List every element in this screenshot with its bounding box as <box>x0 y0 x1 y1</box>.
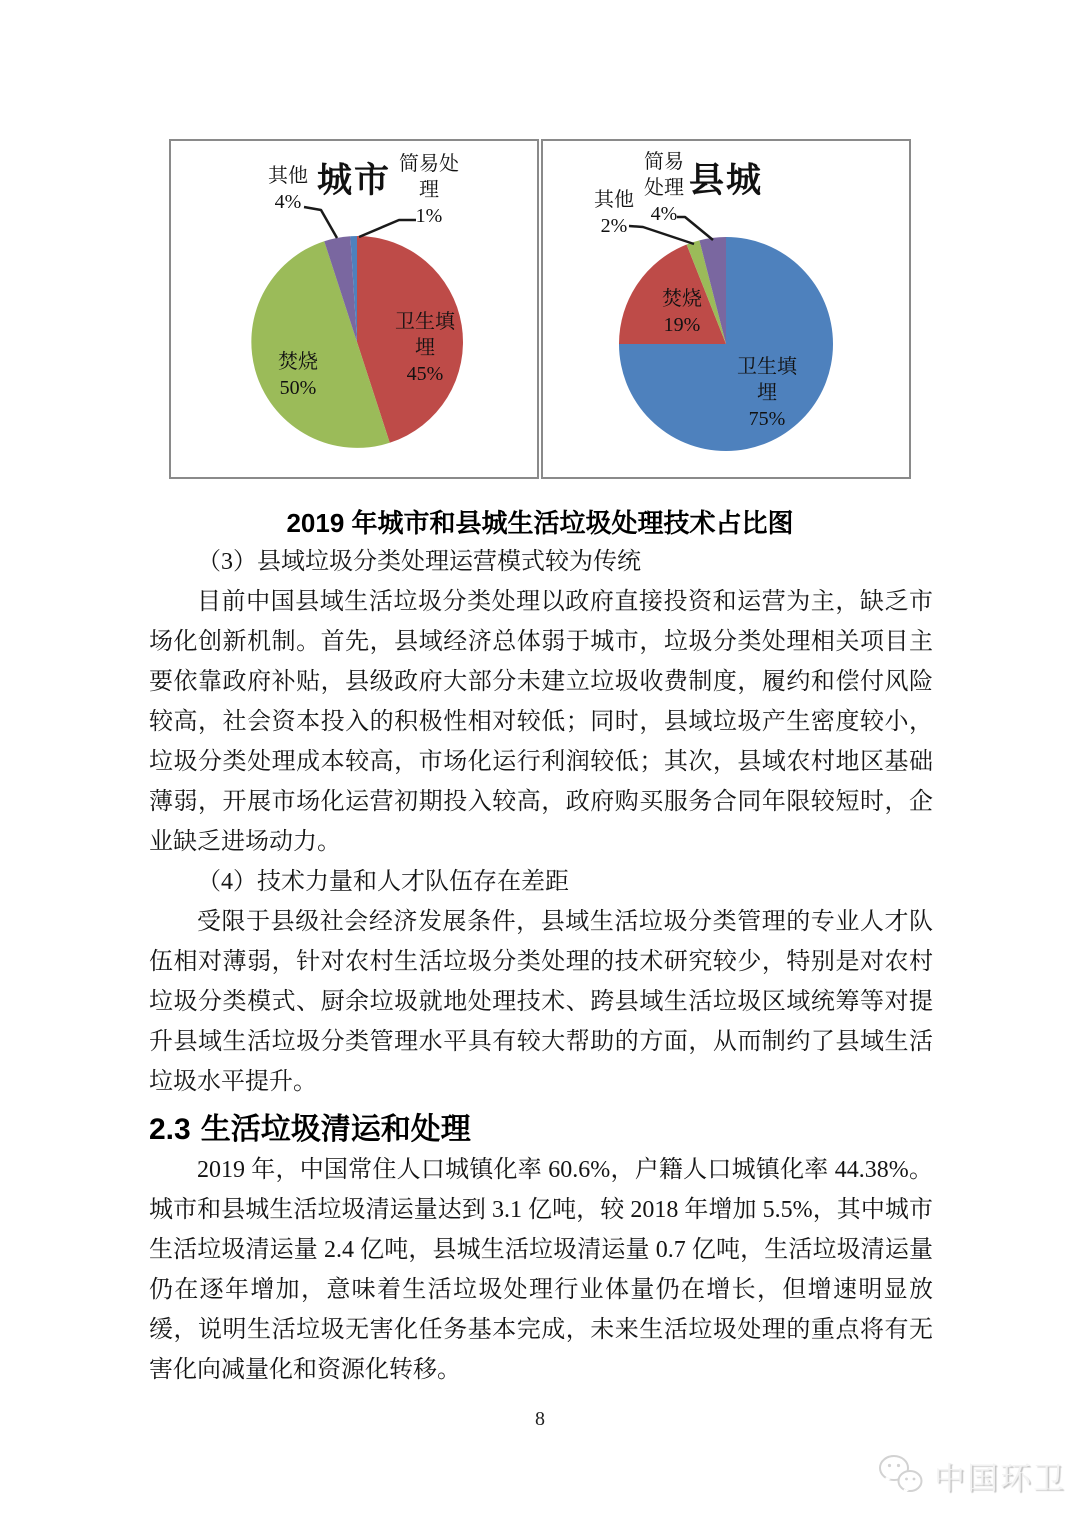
pie-chart-county <box>541 139 911 479</box>
subheading-item-4: （4）技术力量和人才队伍存在差距 <box>197 869 569 895</box>
paragraph-talent-gap: 受限于县级社会经济发展条件，县域生活垃圾分类管理的专业人才队伍相对薄弱，针对农村生活垃圾分类处理的技术研究较少，特别是对农村垃圾分类模式、厨余垃圾就地处理技术、跨县域生活垃圾区域统筹等对提升县域生活垃圾分类管理水平具有较大帮助的方面，从而制约了县域生活垃圾水平提升。 <box>149 909 933 1095</box>
section-number: 2.3 <box>149 1113 191 1146</box>
body-text-block-2 <box>149 1150 933 1390</box>
wechat-icon <box>876 1452 928 1498</box>
pie-chart-city <box>169 139 539 479</box>
subheading-item-3: （3）县域垃圾分类处理运营模式较为传统 <box>197 549 641 575</box>
pie-label-other: 其他 4% <box>268 165 308 213</box>
pie-label-sanitary-landfill: 卫生填埋 75% <box>737 356 797 430</box>
page-number: 8 <box>535 1408 545 1430</box>
paragraph-collection-volume: 2019 年，中国常住人口城镇化率 60.6%，户籍人口城镇化率 44.38%。城市和县城生活垃圾清运量达到 3.1 亿吨，较 2018 年增加 5.5%，其中城市生活垃圾清运量 2.4 亿吨，县城生活垃圾清运量 0.7 亿吨，生活垃圾清运量仍在逐年增加，意味着生活垃圾处理行业体量仍在增长，但增速明显放缓，说明生活垃圾无害化任务基本完成，未来生活垃圾处理的重点将有无害化向减量化和资源化转移。 <box>149 1157 933 1383</box>
section-title: 生活垃圾清运和处理 <box>200 1113 471 1146</box>
charts-row <box>169 139 911 479</box>
section-heading-2-3 <box>149 1104 933 1148</box>
watermark-text: 中国环卫 <box>934 1460 1066 1496</box>
body-text-block <box>149 542 933 1102</box>
pie-label-other: 其他 2% <box>594 189 634 237</box>
figure-caption: 2019 年城市和县城生活垃圾处理技术占比图 <box>286 508 794 538</box>
pie-label-incineration: 焚烧 50% <box>278 351 318 399</box>
pie-label-sanitary-landfill: 卫生填埋 45% <box>395 311 455 385</box>
chart-title-city: 城市 <box>316 161 391 200</box>
paragraph-county-operation: 目前中国县域生活垃圾分类处理以政府直接投资和运营为主，缺乏市场化创新机制。首先，县域经济总体弱于城市，垃圾分类处理相关项目主要依靠政府补贴，县级政府大部分未建立垃圾收费制度，履约和偿付风险较高，社会资本投入的积极性相对较低；同时，县域垃圾产生密度较小，垃圾分类处理成本较高，市场化运行利润较低；其次，县域农村地区基础薄弱，开展市场化运营初期投入较高，政府购买服务合同年限较短时，企业缺乏进场动力。 <box>149 589 933 855</box>
watermark <box>876 1452 1066 1498</box>
pie-label-simple-treatment: 简易处理 4% <box>644 151 684 225</box>
chart-title-county: 县城 <box>688 161 763 200</box>
pie-label-incineration: 焚烧 19% <box>662 288 702 336</box>
pie-label-simple-treatment: 简易处理 1% <box>399 153 459 227</box>
